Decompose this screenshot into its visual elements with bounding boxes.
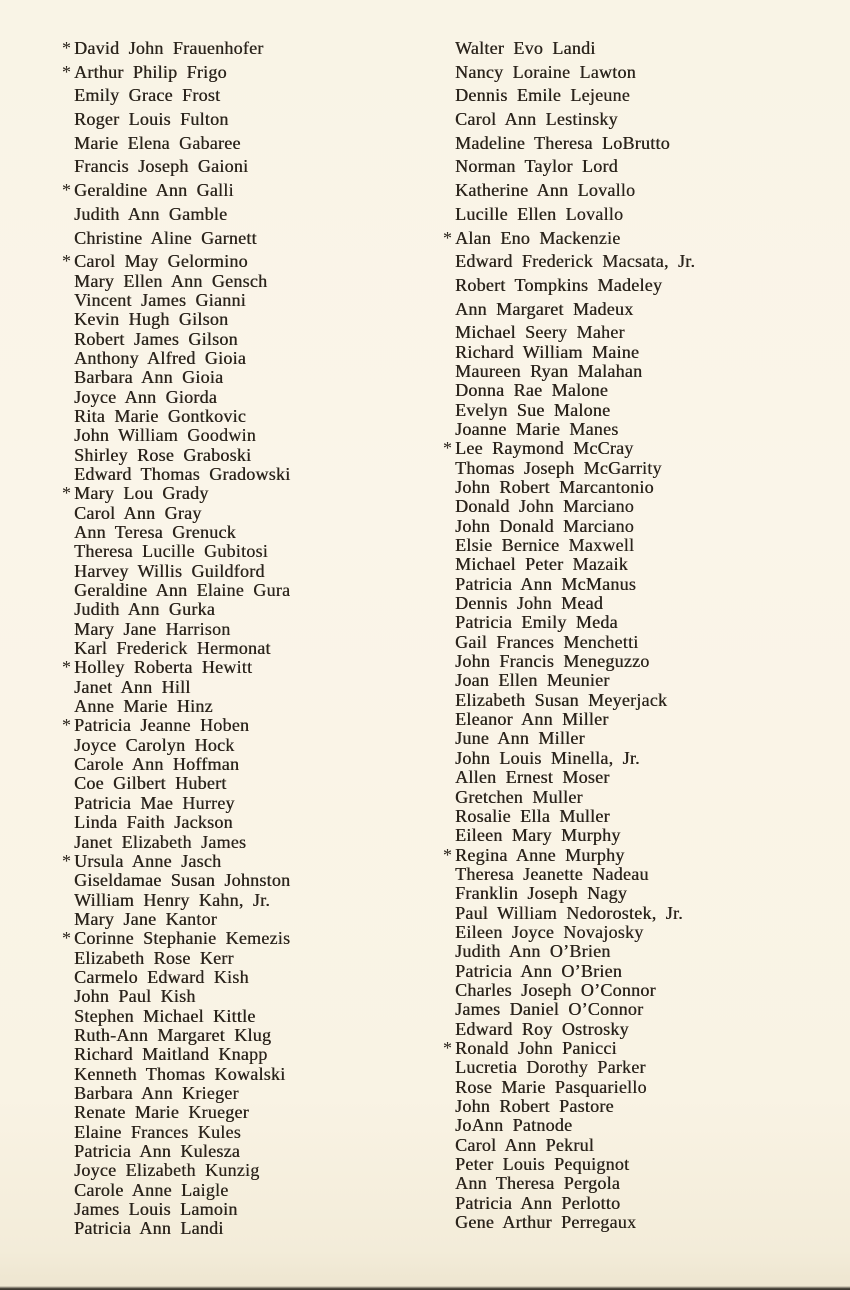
person-name: Vincent James Gianni <box>74 289 246 310</box>
person-name: Elsie Bernice Maxwell <box>455 535 635 556</box>
person-name: Nancy Loraine Lawton <box>455 61 636 82</box>
person-name: James Daniel O’Connor <box>455 999 644 1020</box>
list-item <box>443 593 823 612</box>
person-name: Patricia Ann McManus <box>455 573 636 594</box>
list-item <box>62 271 412 290</box>
list-item <box>443 251 823 275</box>
list-item <box>62 832 412 851</box>
person-name: Madeline Theresa LoBrutto <box>455 132 670 153</box>
person-name: Carole Anne Laigle <box>74 1179 229 1200</box>
list-item <box>62 38 412 62</box>
person-name: Donald John Marciano <box>455 496 634 517</box>
person-name: Ann Teresa Grenuck <box>74 522 236 542</box>
list-item <box>443 728 823 747</box>
list-item <box>62 85 412 109</box>
person-name: Harvey Willis Guildford <box>74 560 265 581</box>
list-item <box>62 909 412 928</box>
person-name: Michael Peter Mazaik <box>455 554 628 575</box>
person-name: Rita Marie Gontkovic <box>74 405 246 426</box>
list-item <box>443 806 823 825</box>
person-name: Joyce Carolyn Hock <box>74 734 235 755</box>
list-item <box>62 851 412 870</box>
list-item <box>443 1212 823 1231</box>
list-item <box>443 670 823 689</box>
list-item <box>62 696 412 715</box>
list-item <box>62 109 412 133</box>
person-name: Paul William Nedorostek, Jr. <box>455 902 683 923</box>
person-name: Geraldine Ann Galli <box>74 180 234 201</box>
list-item <box>443 1096 823 1115</box>
list-item <box>62 986 412 1005</box>
person-name: John Robert Marcantonio <box>455 477 654 497</box>
list-item <box>443 516 823 535</box>
person-name: Gene Arthur Perregaux <box>455 1212 637 1233</box>
person-name: Karl Frederick Hermonat <box>74 638 271 659</box>
person-name: Lucille Ellen Lovallo <box>455 203 624 224</box>
list-item <box>62 204 412 228</box>
list-item <box>443 299 823 323</box>
list-item <box>443 883 823 902</box>
list-item <box>443 133 823 157</box>
person-name: James Louis Lamoin <box>74 1199 238 1220</box>
list-item <box>443 748 823 767</box>
list-item <box>62 735 412 754</box>
list-item <box>443 477 823 496</box>
person-name: Norman Taylor Lord <box>455 156 618 177</box>
list-item <box>62 387 412 406</box>
person-name: Evelyn Sue Malone <box>455 399 611 420</box>
list-item <box>443 1154 823 1173</box>
person-name: Ann Margaret Madeux <box>455 298 634 319</box>
list-item <box>443 85 823 109</box>
honor-star-marker: * <box>443 844 452 865</box>
person-name: David John Frauenhofer <box>74 38 264 58</box>
person-name: Lucretia Dorothy Parker <box>455 1057 646 1078</box>
list-item <box>443 961 823 980</box>
person-name: Eileen Mary Murphy <box>455 825 621 846</box>
list-item <box>62 870 412 889</box>
person-name: Roger Louis Fulton <box>74 109 229 130</box>
person-name: Holley Roberta Hewitt <box>74 657 253 678</box>
list-item <box>443 1038 823 1057</box>
list-item <box>62 228 412 252</box>
list-item <box>62 619 412 638</box>
list-item <box>62 1102 412 1121</box>
list-item <box>62 1064 412 1083</box>
list-item <box>62 1044 412 1063</box>
list-item <box>443 322 823 341</box>
person-name: Mary Ellen Ann Gensch <box>74 270 268 291</box>
list-item <box>62 657 412 676</box>
person-name: Robert James Gilson <box>74 328 238 349</box>
person-name: Barbara Ann Gioia <box>74 367 224 388</box>
list-item <box>62 677 412 696</box>
person-name: Elizabeth Susan Meyerjack <box>455 689 668 710</box>
person-name: Patricia Mae Hurrey <box>74 792 235 813</box>
honor-star-marker: * <box>62 715 71 736</box>
person-name: Ronald John Panicci <box>455 1037 617 1058</box>
list-item <box>62 156 412 180</box>
person-name: Edward Thomas Gradowski <box>74 463 291 484</box>
list-item <box>443 275 823 299</box>
list-item <box>62 425 412 444</box>
person-name: Carole Ann Hoffman <box>74 754 240 775</box>
list-item <box>62 967 412 986</box>
list-item <box>443 825 823 844</box>
person-name: Charles Joseph O’Connor <box>455 979 656 1000</box>
list-item <box>62 62 412 86</box>
name-column-left <box>62 38 412 1238</box>
list-item <box>62 464 412 483</box>
person-name: Carol Ann Pekrul <box>455 1134 594 1155</box>
person-name: Rose Marie Pasquariello <box>455 1076 647 1097</box>
person-name: Stephen Michael Kittle <box>74 1005 256 1026</box>
person-name: Coe Gilbert Hubert <box>74 773 227 794</box>
person-name: Geraldine Ann Elaine Gura <box>74 580 291 601</box>
honor-star-marker: * <box>62 38 71 58</box>
person-name: Patricia Emily Meda <box>455 612 618 633</box>
list-item <box>443 180 823 204</box>
list-item <box>443 1019 823 1038</box>
person-name: Edward Frederick Macsata, Jr. <box>455 251 696 272</box>
list-item <box>62 1122 412 1141</box>
list-item <box>443 38 823 62</box>
person-name: Renate Marie Krueger <box>74 1102 249 1123</box>
person-name: Katherine Ann Lovallo <box>455 180 636 201</box>
list-item <box>443 554 823 573</box>
honor-star-marker: * <box>62 850 71 871</box>
list-item <box>62 890 412 909</box>
person-name: Dennis John Mead <box>455 593 603 614</box>
person-name: John Paul Kish <box>74 986 196 1007</box>
person-name: Carmelo Edward Kish <box>74 966 249 987</box>
list-item <box>62 180 412 204</box>
list-item <box>62 483 412 502</box>
list-item <box>62 599 412 618</box>
person-name: John Robert Pastore <box>455 1096 614 1116</box>
person-name: Elizabeth Rose Kerr <box>74 947 234 968</box>
page-bottom-scan-edge <box>0 1286 850 1290</box>
person-name: Joyce Elizabeth Kunzig <box>74 1160 260 1181</box>
person-name: Ruth-Ann Margaret Klug <box>74 1024 272 1045</box>
person-name: Michael Seery Maher <box>455 322 625 343</box>
person-name: Robert Tompkins Madeley <box>455 274 663 295</box>
list-item <box>443 941 823 960</box>
person-name: Arthur Philip Frigo <box>74 61 227 82</box>
list-item <box>62 1006 412 1025</box>
person-name: Mary Lou Grady <box>74 483 209 504</box>
list-item <box>62 715 412 734</box>
honor-star-marker: * <box>62 483 71 504</box>
list-item <box>443 1115 823 1134</box>
person-name: Alan Eno Mackenzie <box>455 227 621 248</box>
list-item <box>443 1057 823 1076</box>
person-name: Ann Theresa Pergola <box>455 1173 621 1194</box>
list-item <box>443 845 823 864</box>
list-item <box>62 133 412 157</box>
honor-star-marker: * <box>62 928 71 949</box>
person-name: Carol Ann Lestinsky <box>455 109 618 130</box>
list-item <box>62 251 412 270</box>
person-name: Elaine Frances Kules <box>74 1121 241 1142</box>
honor-star-marker: * <box>62 180 71 201</box>
list-item <box>443 361 823 380</box>
name-column-right <box>443 38 823 1231</box>
list-item <box>62 541 412 560</box>
person-name: Rosalie Ella Muller <box>455 805 610 826</box>
person-name: John William Goodwin <box>74 425 256 446</box>
list-item <box>443 228 823 252</box>
list-item <box>62 1180 412 1199</box>
person-name: Eileen Joyce Novajosky <box>455 921 644 942</box>
list-item <box>443 651 823 670</box>
list-item <box>62 1025 412 1044</box>
person-name: Patricia Ann O’Brien <box>455 960 622 981</box>
list-item <box>443 999 823 1018</box>
person-name: William Henry Kahn, Jr. <box>74 889 270 910</box>
list-item <box>62 580 412 599</box>
list-item <box>443 438 823 457</box>
honor-star-marker: * <box>443 1037 452 1058</box>
list-item <box>62 1199 412 1218</box>
person-name: Peter Louis Pequignot <box>455 1154 630 1175</box>
person-name: Walter Evo Landi <box>455 38 596 58</box>
list-item <box>443 980 823 999</box>
list-item <box>443 109 823 133</box>
person-name: Franklin Joseph Nagy <box>455 883 627 904</box>
list-item <box>443 709 823 728</box>
list-item <box>62 348 412 367</box>
person-name: John Louis Minella, Jr. <box>455 747 640 768</box>
list-item <box>62 309 412 328</box>
honor-star-marker: * <box>443 227 452 248</box>
list-item <box>443 1135 823 1154</box>
list-item <box>62 1218 412 1237</box>
list-item <box>443 632 823 651</box>
person-name: Giseldamae Susan Johnston <box>74 870 291 891</box>
person-name: Theresa Lucille Gubitosi <box>74 541 268 562</box>
person-name: John Francis Meneguzzo <box>455 651 650 672</box>
person-name: Janet Ann Hill <box>74 676 191 697</box>
person-name: Janet Elizabeth James <box>74 831 247 852</box>
person-name: Joanne Marie Manes <box>455 418 619 439</box>
honor-star-marker: * <box>62 61 71 82</box>
person-name: Ursula Anne Jasch <box>74 850 222 871</box>
person-name: Gretchen Muller <box>455 786 583 807</box>
list-item <box>62 522 412 541</box>
person-name: Eleanor Ann Miller <box>455 709 609 730</box>
list-item <box>62 948 412 967</box>
person-name: Christine Aline Garnett <box>74 227 257 248</box>
list-item <box>62 773 412 792</box>
person-name: June Ann Miller <box>455 728 585 749</box>
list-item <box>443 1077 823 1096</box>
list-item <box>62 503 412 522</box>
person-name: Mary Jane Harrison <box>74 618 231 639</box>
list-item <box>443 342 823 361</box>
list-item <box>443 903 823 922</box>
list-item <box>62 812 412 831</box>
person-name: Thomas Joseph McGarrity <box>455 457 662 478</box>
person-name: Francis Joseph Gaioni <box>74 156 249 177</box>
list-item <box>443 62 823 86</box>
list-item <box>443 400 823 419</box>
person-name: Barbara Ann Krieger <box>74 1082 239 1103</box>
person-name: Patricia Ann Kulesza <box>74 1141 240 1161</box>
person-name: Corinne Stephanie Kemezis <box>74 928 291 949</box>
person-name: Allen Ernest Moser <box>455 767 610 788</box>
list-item <box>443 767 823 786</box>
list-item <box>62 561 412 580</box>
list-item <box>62 406 412 425</box>
person-name: Shirley Rose Graboski <box>74 444 252 465</box>
list-item <box>62 1141 412 1160</box>
list-item <box>62 290 412 309</box>
list-item <box>443 574 823 593</box>
person-name: JoAnn Patnode <box>455 1115 573 1136</box>
person-name: Joan Ellen Meunier <box>455 670 610 691</box>
list-item <box>443 496 823 515</box>
person-name: Maureen Ryan Malahan <box>455 360 643 381</box>
list-item <box>443 380 823 399</box>
person-name: Emily Grace Frost <box>74 85 221 106</box>
person-name: Theresa Jeanette Nadeau <box>455 863 649 884</box>
person-name: Gail Frances Menchetti <box>455 631 639 652</box>
person-name: Carol May Gelormino <box>74 251 248 272</box>
list-item <box>443 419 823 438</box>
list-item <box>443 1173 823 1192</box>
honor-star-marker: * <box>62 251 71 272</box>
list-item <box>62 329 412 348</box>
person-name: Patricia Jeanne Hoben <box>74 715 250 736</box>
list-item <box>62 754 412 773</box>
person-name: Patricia Ann Landi <box>74 1218 224 1239</box>
list-item <box>62 445 412 464</box>
person-name: Mary Jane Kantor <box>74 908 217 929</box>
person-name: Judith Ann O’Brien <box>455 941 611 962</box>
person-name: Edward Roy Ostrosky <box>455 1018 629 1039</box>
person-name: Dennis Emile Lejeune <box>455 85 630 106</box>
person-name: Richard Maitland Knapp <box>74 1044 268 1065</box>
person-name: Anthony Alfred Gioia <box>74 347 246 368</box>
list-item <box>62 793 412 812</box>
list-item <box>443 156 823 180</box>
list-item <box>443 612 823 631</box>
person-name: Judith Ann Gurka <box>74 599 215 620</box>
person-name: Joyce Ann Giorda <box>74 386 217 407</box>
list-item <box>62 367 412 386</box>
person-name: John Donald Marciano <box>455 515 634 536</box>
person-name: Anne Marie Hinz <box>74 696 213 717</box>
person-name: Donna Rae Malone <box>455 380 608 401</box>
person-name: Judith Ann Gamble <box>74 203 228 224</box>
list-item <box>62 928 412 947</box>
honor-star-marker: * <box>443 438 452 459</box>
list-item <box>443 204 823 228</box>
person-name: Linda Faith Jackson <box>74 812 233 833</box>
honor-star-marker: * <box>62 657 71 678</box>
list-item <box>62 1160 412 1179</box>
list-item <box>443 922 823 941</box>
list-item <box>443 535 823 554</box>
list-item <box>443 787 823 806</box>
person-name: Patricia Ann Perlotto <box>455 1192 621 1213</box>
list-item <box>443 690 823 709</box>
person-name: Kenneth Thomas Kowalski <box>74 1063 286 1084</box>
person-name: Regina Anne Murphy <box>455 844 625 865</box>
list-item <box>62 638 412 657</box>
list-item <box>443 1193 823 1212</box>
person-name: Marie Elena Gabaree <box>74 132 241 153</box>
list-item <box>62 1083 412 1102</box>
person-name: Richard William Maine <box>455 341 640 362</box>
person-name: Carol Ann Gray <box>74 502 202 523</box>
list-item <box>443 864 823 883</box>
list-item <box>443 458 823 477</box>
person-name: Kevin Hugh Gilson <box>74 309 229 330</box>
person-name: Lee Raymond McCray <box>455 438 634 459</box>
